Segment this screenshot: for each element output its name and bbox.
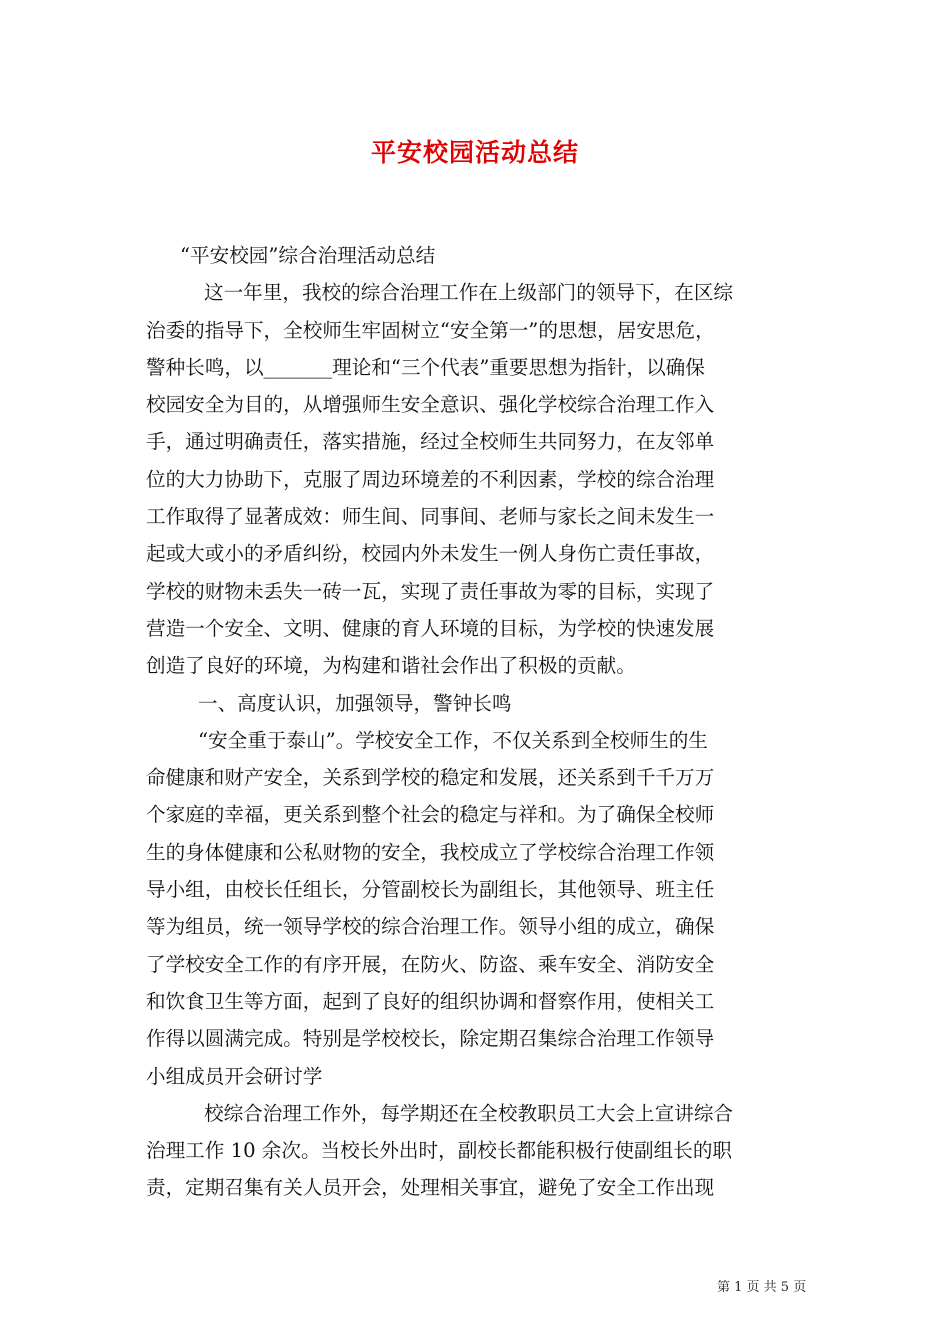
paragraph-line: 这一年里，我校的综合治理工作在上级部门的领导下，在区综 — [204, 281, 734, 305]
paragraph-line: 位的大力协助下，克服了周边环境差的不利因素，学校的综合治理 — [146, 467, 715, 491]
section-heading: 一、高度认识，加强领导，警钟长鸣 — [198, 691, 512, 715]
document-body — [146, 237, 810, 1207]
subtitle-line: “平安校园”综合治理活动总结 — [180, 244, 436, 267]
paragraph-line: 创造了良好的环境，为构建和谐社会作出了积极的贡献。 — [146, 654, 636, 678]
document-title: 平安校园活动总结 — [370, 138, 579, 167]
paragraph-line: 和饮食卫生等方面，起到了良好的组织协调和督察作用，使相关工 — [146, 989, 715, 1013]
paragraph-line: 了学校安全工作的有序开展，在防火、防盗、乘车安全、消防安全 — [146, 952, 715, 976]
paragraph-line: 学校的财物未丢失一砖一瓦，实现了责任事故为零的目标，实现了 — [146, 579, 715, 603]
paragraph-line: 校综合治理工作外，每学期还在全校教职员工大会上宣讲综合 — [204, 1101, 734, 1125]
paragraph-line: 警种长鸣，以_______理论和“三个代表”重要思想为指针，以确保 — [146, 355, 705, 379]
paragraph-line: 小组成员开会研讨学 — [146, 1064, 323, 1088]
paragraph-line: 作得以圆满完成。特别是学校校长，除定期召集综合治理工作领导 — [146, 1027, 715, 1051]
page-number-footer: 第 1 页 共 5 页 — [717, 1280, 807, 1295]
paragraph-line: 手，通过明确责任，落实措施，经过全校师生共同努力，在友邻单 — [146, 430, 715, 454]
paragraph-line: 导小组，由校长任组长，分管副校长为副组长，其他领导、班主任 — [146, 878, 715, 902]
paragraph-line: 治委的指导下，全校师生牢固树立“安全第一”的思想，居安思危， — [146, 318, 715, 342]
paragraph-line: 责，定期召集有关人员开会，处理相关事宜，避免了安全工作出现 — [146, 1176, 715, 1200]
paragraph-line: 起或大或小的矛盾纠纷，校园内外未发生一例人身伤亡责任事故， — [146, 542, 715, 566]
paragraph-line: 个家庭的幸福，更关系到整个社会的稳定与祥和。为了确保全校师 — [146, 803, 715, 827]
paragraph-line: 校园安全为目的，从增强师生安全意识、强化学校综合治理工作入 — [146, 393, 715, 417]
paragraph-line: 营造一个安全、文明、健康的育人环境的目标，为学校的快速发展 — [146, 616, 715, 640]
paragraph-line: 生的身体健康和公私财物的安全，我校成立了学校综合治理工作领 — [146, 840, 715, 864]
paragraph-line: “安全重于泰山”。学校安全工作，不仅关系到全校师生的生 — [198, 728, 708, 752]
paragraph-line: 等为组员，统一领导学校的综合治理工作。领导小组的成立，确保 — [146, 915, 715, 939]
paragraph-line: 命健康和财产安全，关系到学校的稳定和发展，还关系到千千万万 — [146, 766, 715, 790]
paragraph-line: 治理工作 10 余次。当校长外出时，副校长都能积极行使副组长的职 — [146, 1139, 733, 1163]
paragraph-line: 工作取得了显著成效：师生间、同事间、老师与家长之间未发生一 — [146, 505, 715, 529]
